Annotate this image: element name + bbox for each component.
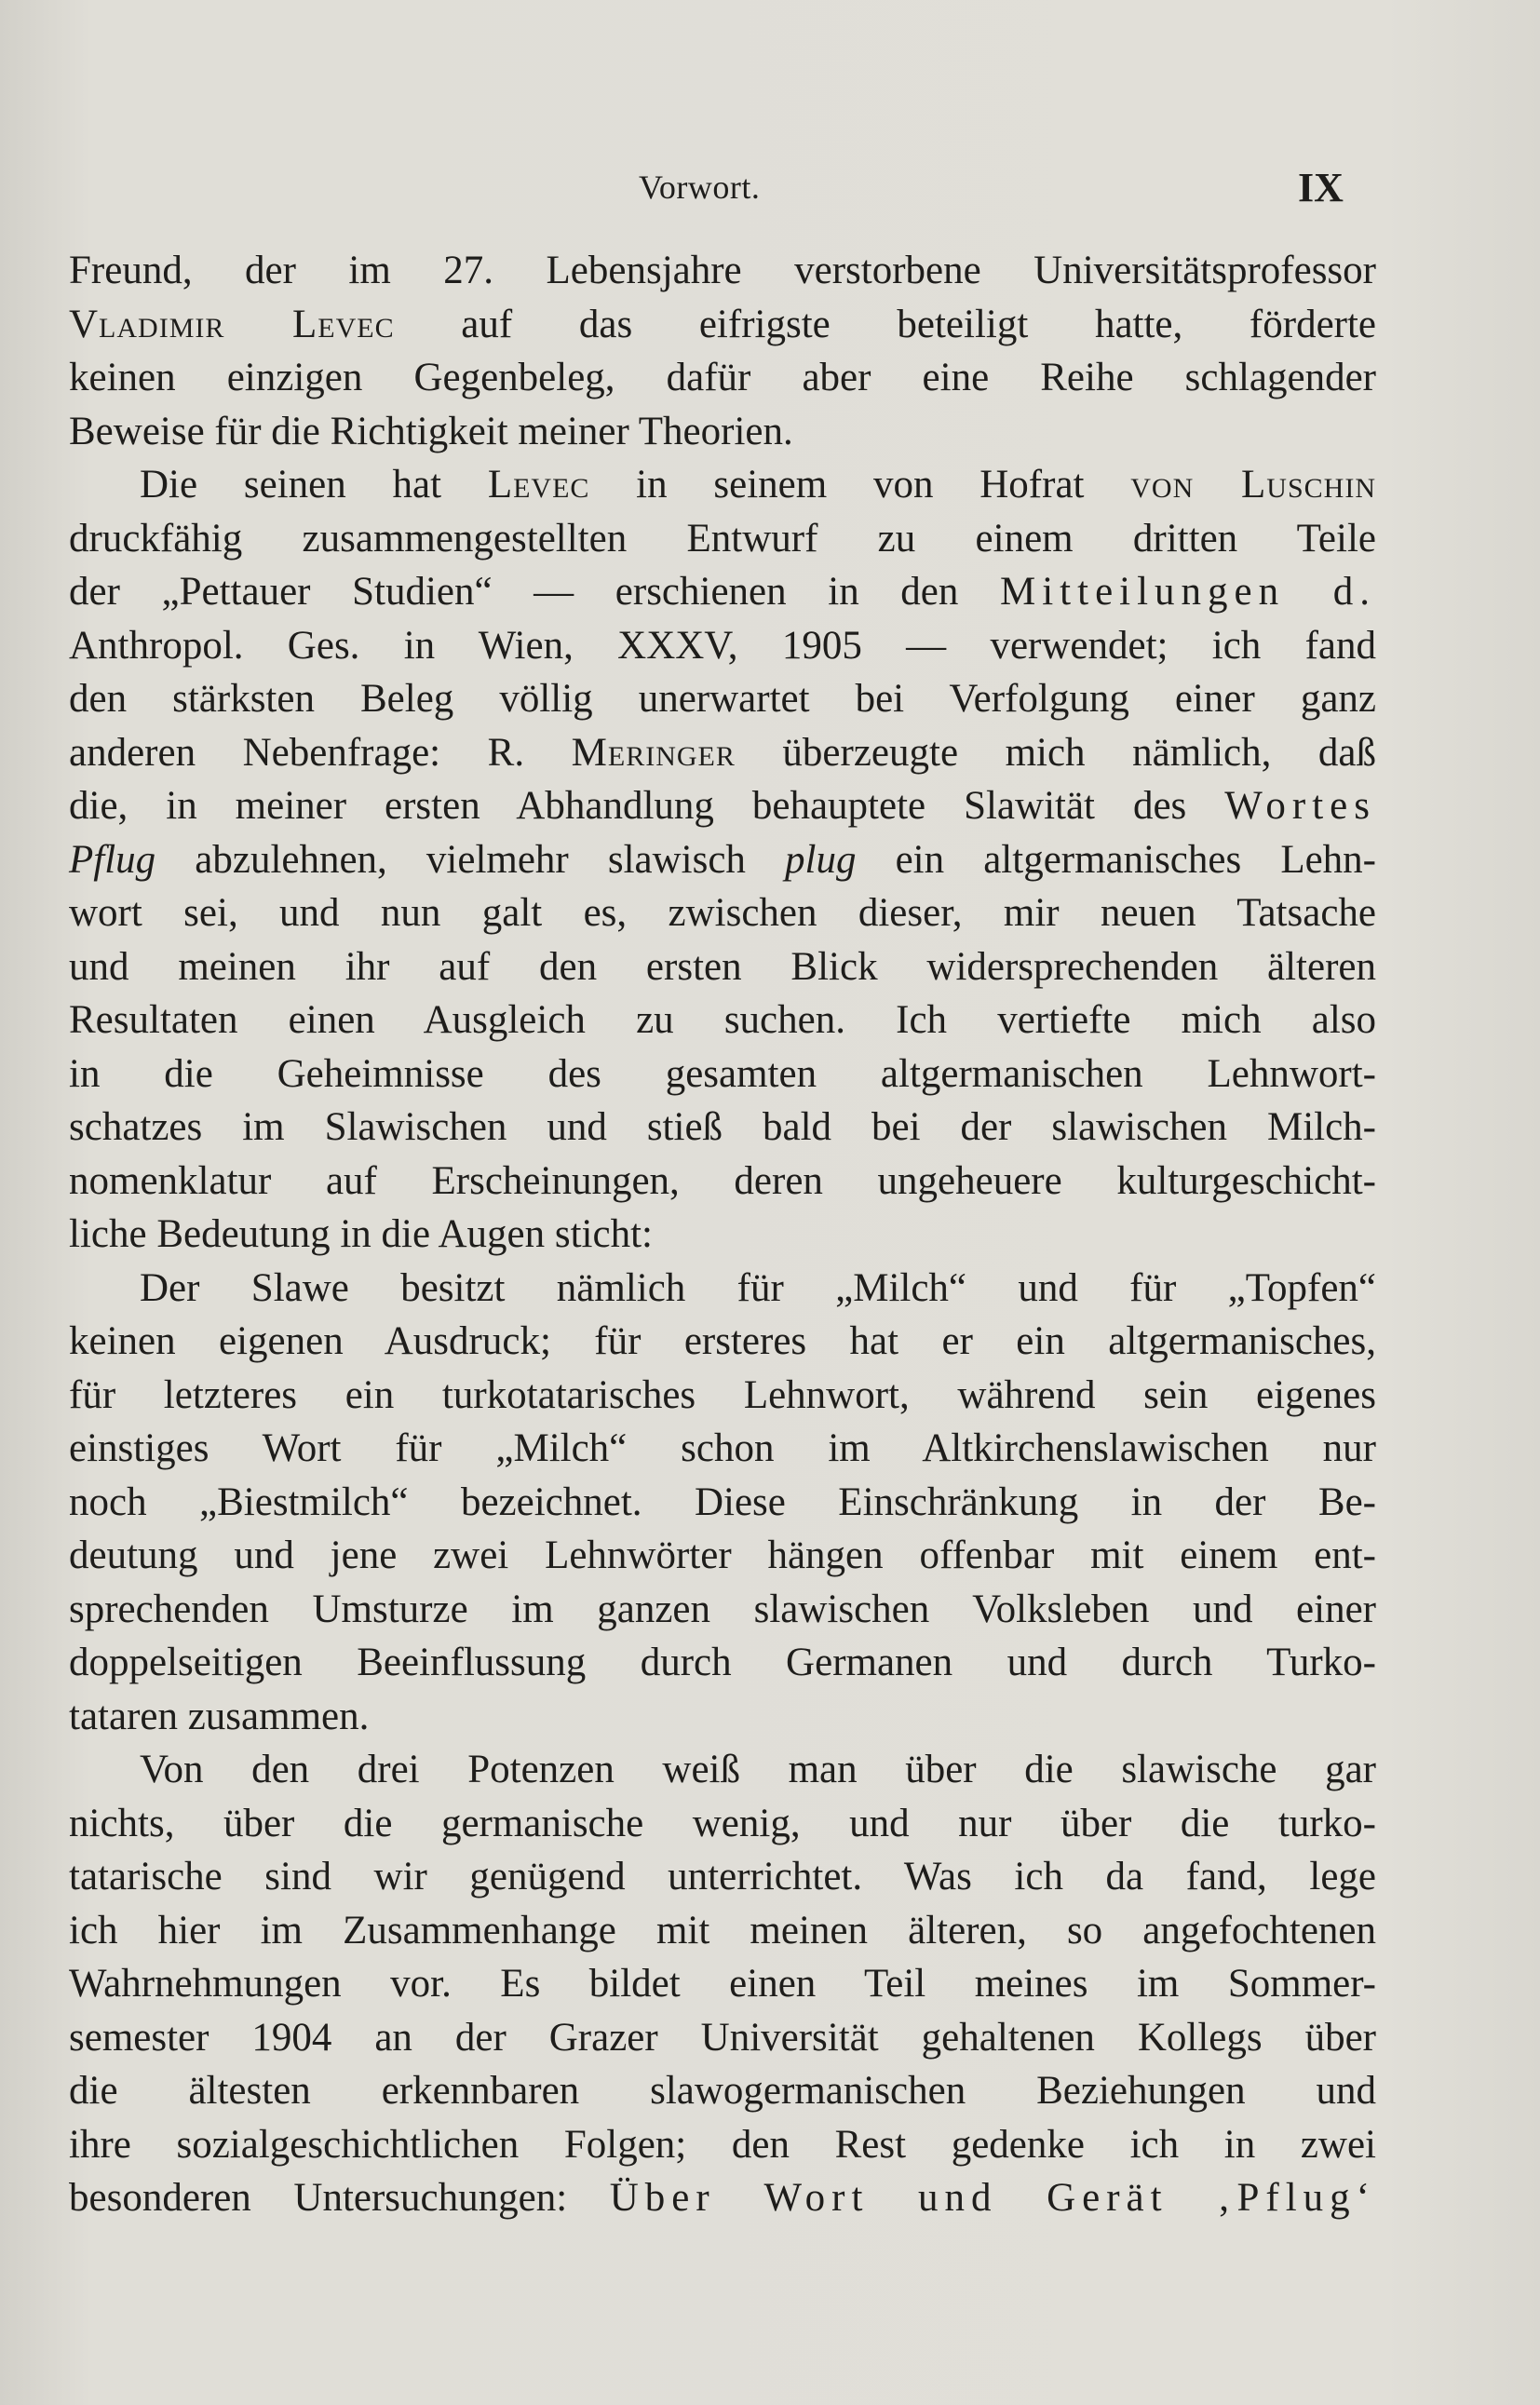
text-run: Resultaten einen Ausgleich zu suchen. Ich vertiefte mich also <box>69 998 1376 1042</box>
text-line <box>69 2118 1376 2172</box>
text-run: liche Bedeutung in die Augen sticht: <box>69 1212 653 1256</box>
text-run: schatzes im Slawischen und stieß bald bei der slawischen Milch- <box>69 1105 1376 1149</box>
text-line <box>69 1422 1376 1476</box>
text-line <box>69 1850 1376 1904</box>
text-run: Die seinen hat <box>140 463 488 507</box>
text-run: Levec <box>487 463 590 507</box>
text-run: ich hier im Zusammenhange mit meinen älteren, so angefochtenen <box>69 1908 1376 1952</box>
text-run: den stärksten Beleg völlig unerwartet bei Verfolgung einer ganz <box>69 677 1376 721</box>
text-run: in die Geheimnisse des gesamten altgermanischen Lehnwort- <box>69 1051 1376 1096</box>
text-run: keinen einzigen Gegenbeleg, dafür aber eine Reihe schlagender <box>69 356 1376 399</box>
text-run: noch „Biestmilch“ bezeichnet. Diese Einschränkung in der Be- <box>69 1479 1376 1524</box>
running-title: Vorwort. <box>639 169 761 206</box>
text-run: wort sei, und nun galt es, zwischen dieser, mir neuen Tatsache <box>69 891 1376 935</box>
text-line <box>69 244 1376 298</box>
text-run: besonderen Untersuchungen: <box>69 2176 610 2220</box>
text-line <box>69 1047 1376 1101</box>
text-line <box>69 405 1376 459</box>
text-run: in seinem von Hofrat <box>589 463 1131 507</box>
text-run: Von den drei Potenzen weiß man über die slawische gar <box>140 1748 1376 1791</box>
text-run: Anthropol. Ges. in Wien, XXXV, 1905 — verwendet; ich fand <box>69 623 1376 668</box>
text-run: Beweise für die Richtigkeit meiner Theorien. <box>69 409 793 453</box>
text-line <box>69 833 1376 887</box>
text-run: sprechenden Umsturze im ganzen slawischen Volksleben und einer <box>69 1587 1376 1631</box>
text-run: nichts, über die germanische wenig, und nur über die turko- <box>69 1801 1376 1845</box>
text-line <box>69 1797 1376 1851</box>
text-run: Über Wort und Gerät ‚Pflug‘ <box>609 2176 1376 2220</box>
text-run: Der Slawe besitzt nämlich für „Milch“ und für „Topfen“ <box>140 1265 1376 1310</box>
text-line <box>69 1583 1376 1637</box>
text-line <box>69 1529 1376 1583</box>
text-line <box>69 1904 1376 1958</box>
text-line <box>69 1690 1376 1744</box>
text-line <box>69 1262 1376 1316</box>
text-line <box>69 779 1376 833</box>
text-line <box>69 2171 1376 2225</box>
text-line <box>69 886 1376 940</box>
text-line <box>69 2011 1376 2065</box>
text-run: Wortes <box>1224 784 1376 828</box>
text-line <box>69 1369 1376 1423</box>
text-line <box>69 1208 1376 1262</box>
text-line <box>69 672 1376 726</box>
text-run: doppelseitigen Beeinflussung durch Germanen und durch Turko- <box>69 1641 1376 1684</box>
text-run: Meringer <box>571 730 736 775</box>
text-run: für letzteres ein turkotatarisches Lehnwort, während sein eigenes <box>69 1372 1376 1417</box>
text-run: ihre sozialgeschichtlichen Folgen; den Rest gedenke ich in zwei <box>69 2122 1376 2167</box>
text-line <box>69 726 1376 780</box>
text-line <box>69 1101 1376 1155</box>
text-line <box>69 298 1376 352</box>
text-run: von Luschin <box>1130 463 1376 507</box>
page-number: IX <box>1298 165 1344 210</box>
text-line <box>69 619 1376 673</box>
text-run: anderen Nebenfrage: R. <box>69 730 572 775</box>
page-header <box>0 165 1540 214</box>
text-run: überzeugte mich nämlich, daß <box>735 730 1376 775</box>
text-run: Pflug <box>69 837 156 882</box>
text-run: und meinen ihr auf den ersten Blick widersprechenden älteren <box>69 944 1376 989</box>
text-line <box>69 993 1376 1047</box>
text-run: tataren zusammen. <box>69 1694 370 1738</box>
text-run: Mitteilungen d. <box>1000 570 1376 614</box>
text-run: der „Pettauer Studien“ — erschienen in den <box>69 570 1000 614</box>
text-run: auf das eifrigste beteiligt hatte, förderte <box>394 302 1377 346</box>
text-line <box>69 1315 1376 1369</box>
text-line <box>69 351 1376 405</box>
text-line <box>69 512 1376 566</box>
text-run: semester 1904 an der Grazer Universität gehaltenen Kollegs über <box>69 2015 1376 2060</box>
text-run: Freund, der im 27. Lebensjahre verstorbene Universitätsprofessor <box>69 249 1376 292</box>
text-run: die, in meiner ersten Abhandlung behauptete Slawität des <box>69 784 1225 828</box>
text-line <box>69 2064 1376 2118</box>
text-run: deutung und jene zwei Lehnwörter hängen offenbar mit einem ent- <box>69 1534 1376 1577</box>
text-run: plug <box>785 837 857 882</box>
text-run: nomenklatur auf Erscheinungen, deren ungeheuere kulturgeschicht- <box>69 1158 1376 1203</box>
text-run: die ältesten erkennbaren slawogermanischen Beziehungen und <box>69 2069 1376 2113</box>
text-line <box>69 1476 1376 1530</box>
text-run: einstiges Wort für „Milch“ schon im Altkirchenslawischen nur <box>69 1426 1376 1470</box>
text-run: Vladimir Levec <box>69 302 395 346</box>
text-line <box>69 940 1376 994</box>
text-run: keinen eigenen Ausdruck; für ersteres hat er ein altgermanisches, <box>69 1319 1376 1363</box>
text-line <box>69 458 1376 512</box>
text-run: druckfähig zusammengestellten Entwurf zu einem dritten Teile <box>69 516 1376 561</box>
text-run: ein altgermanisches Lehn- <box>856 837 1376 882</box>
text-line <box>69 565 1376 619</box>
text-line <box>69 1636 1376 1690</box>
body-text <box>69 244 1376 2225</box>
text-line <box>69 1155 1376 1209</box>
text-line <box>69 1957 1376 2011</box>
text-run: tatarische sind wir genügend unterrichtet. Was ich da fand, lege <box>69 1855 1376 1898</box>
text-run: abzulehnen, vielmehr slawisch <box>155 837 786 882</box>
text-run: Wahrnehmungen vor. Es bildet einen Teil meines im Sommer- <box>69 1962 1376 2006</box>
text-line <box>69 1743 1376 1797</box>
